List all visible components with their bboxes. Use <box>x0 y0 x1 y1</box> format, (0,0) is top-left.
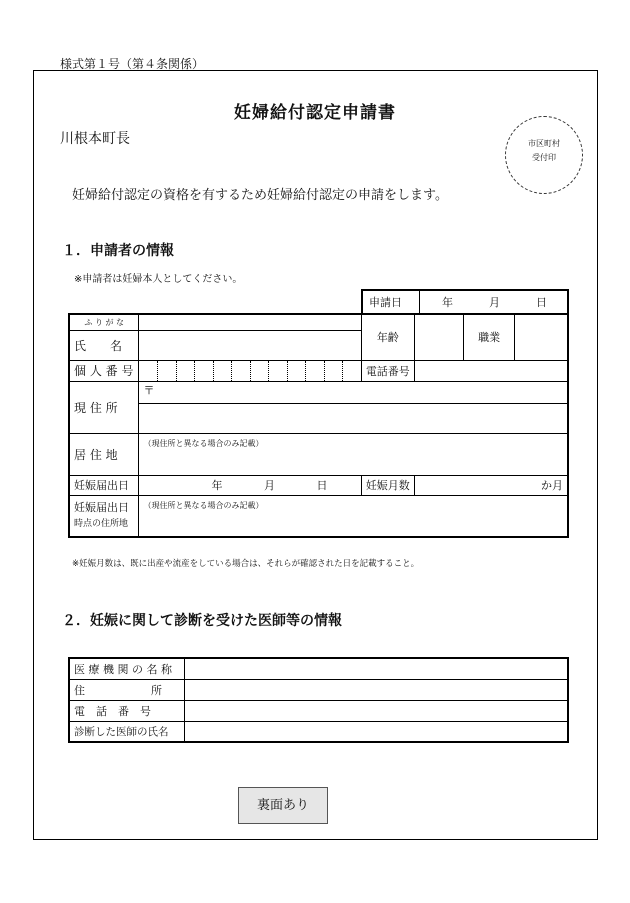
institution-phone-field[interactable] <box>185 700 568 721</box>
notice-date-label: 妊娠届出日 <box>69 475 139 495</box>
notice-date-month: 月 <box>263 479 275 492</box>
pregnancy-months-field[interactable] <box>414 475 568 495</box>
section1-heading: １．申請者の情報 <box>62 243 174 259</box>
occupation-label: 職業 <box>463 314 515 360</box>
form-number: 様式第１号（第４条関係） <box>60 57 205 71</box>
doctor-name-field[interactable] <box>185 721 568 742</box>
notice-address-label-line1: 妊娠届出日 <box>74 500 129 514</box>
residence-label: 居 住 地 <box>69 433 139 475</box>
institution-address-field[interactable] <box>185 679 568 700</box>
section1-footnote: ※妊娠月数は、既に出産や流産をしている場合は、それらが確認された日を記載すること。 <box>72 559 420 569</box>
notice-address-label <box>69 495 139 537</box>
residence-note: （現住所と異なる場合のみ記載） <box>143 438 264 448</box>
intro-text: 妊婦給付認定の資格を有するため妊婦給付認定の申請をします。 <box>72 188 448 203</box>
notice-address-note: （現住所と異なる場合のみ記載） <box>143 500 264 510</box>
notice-address-field[interactable] <box>139 495 568 537</box>
phone-field[interactable] <box>414 360 568 381</box>
postal-code-field[interactable] <box>139 381 568 403</box>
months-unit: か月 <box>541 479 563 492</box>
reception-stamp-area <box>505 116 583 194</box>
occupation-field[interactable] <box>515 314 568 360</box>
section2-heading: ２．妊娠に関して診断を受けた医師等の情報 <box>62 613 342 629</box>
section1-note: ※申請者は妊婦本人としてください。 <box>74 274 243 285</box>
name-label: 氏 名 <box>69 330 139 360</box>
institution-address-label: 住 所 <box>69 679 185 700</box>
notice-date-day: 日 <box>316 479 328 492</box>
notice-date-year: 年 <box>211 479 223 492</box>
medical-institution-label: 医 療 機 関 の 名 称 <box>69 658 185 679</box>
stamp-line2: 受付印 <box>532 153 556 162</box>
individual-number-label: 個 人 番 号 <box>69 360 139 381</box>
furigana-label: ふ り が な <box>69 314 139 330</box>
form-title: 妊婦給付認定申請書 <box>234 103 396 123</box>
notice-date-field[interactable] <box>139 475 361 495</box>
back-side-button[interactable]: 裏面あり <box>238 787 328 824</box>
stamp-line1: 市区町村 <box>528 139 560 148</box>
institution-phone-label: 電 話 番 号 <box>69 700 185 721</box>
furigana-field[interactable] <box>139 314 361 330</box>
postal-mark: 〒 <box>143 383 155 397</box>
phone-label: 電話番号 <box>361 360 414 381</box>
notice-address-label-line2: 時点の住所地 <box>74 518 129 529</box>
doctor-name-label: 診断した医師の氏名 <box>69 721 185 742</box>
name-field[interactable] <box>139 330 361 360</box>
age-label: 年齢 <box>361 314 414 360</box>
application-date[interactable] <box>361 289 569 313</box>
medical-institution-field[interactable] <box>185 658 568 679</box>
doctor-table <box>68 657 569 743</box>
applicant-table <box>68 313 569 538</box>
application-date-day: 日 <box>536 296 547 309</box>
addressee: 川根本町長 <box>60 131 130 147</box>
individual-number-field[interactable] <box>139 360 361 381</box>
age-field[interactable] <box>414 314 463 360</box>
pregnancy-months-label: 妊娠月数 <box>361 475 414 495</box>
application-date-year: 年 <box>442 296 453 309</box>
address-label: 現 住 所 <box>69 381 139 433</box>
application-date-label: 申請日 <box>363 291 420 313</box>
address-field[interactable] <box>139 403 568 433</box>
application-date-month: 月 <box>489 296 500 309</box>
residence-field[interactable] <box>139 433 568 475</box>
